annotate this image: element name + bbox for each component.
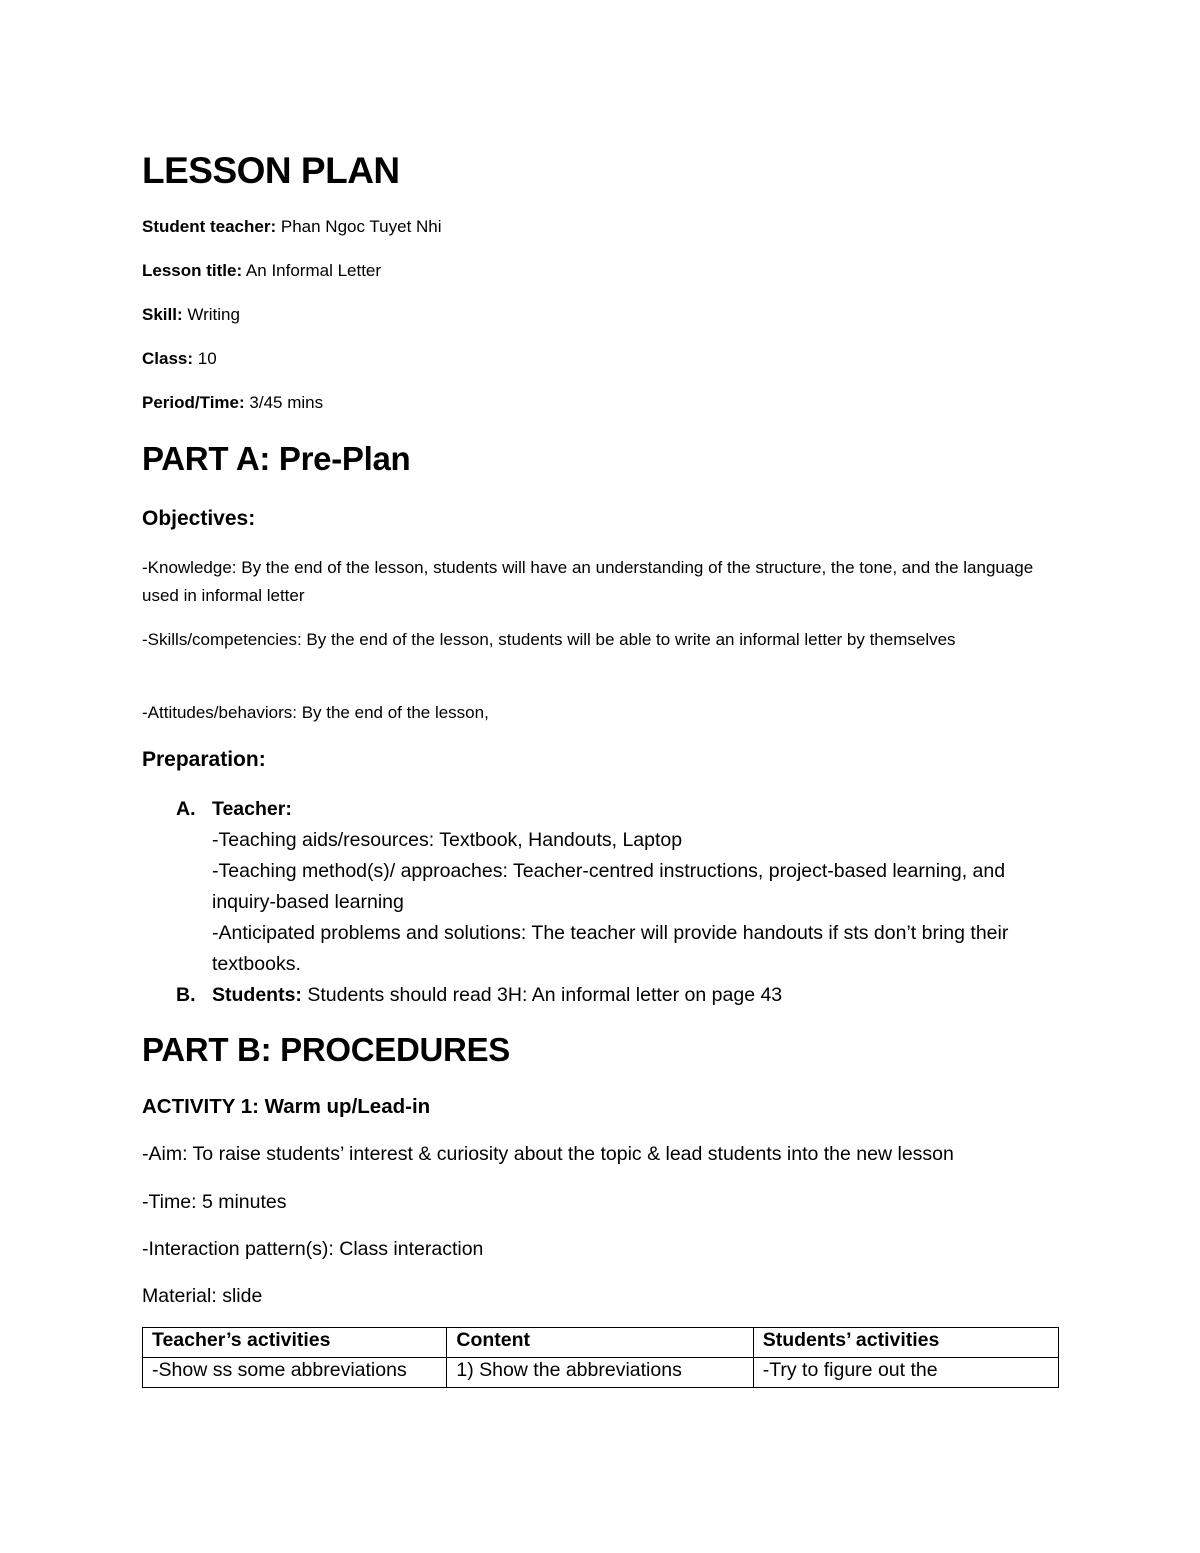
meta-label: Skill: xyxy=(142,305,183,324)
list-item-teacher xyxy=(176,794,1072,980)
teacher-label: Teacher: xyxy=(212,798,292,820)
students-label: Students: xyxy=(212,984,302,1006)
table-header-row xyxy=(143,1328,1059,1358)
meta-value: Phan Ngoc Tuyet Nhi xyxy=(280,217,442,236)
meta-skill xyxy=(142,305,240,325)
table-cell: -Try to figure out the xyxy=(753,1358,1058,1388)
meta-value: 3/45 mins xyxy=(249,393,324,412)
list-marker: A. xyxy=(176,798,196,820)
meta-student-teacher xyxy=(142,217,442,237)
activity-aim: -Aim: To raise students’ interest & curiosity about the topic & lead students into the new lesson xyxy=(142,1143,954,1165)
meta-label: Period/Time: xyxy=(142,393,245,412)
part-a-heading: PART A: Pre-Plan xyxy=(142,440,411,477)
objectives-heading: Objectives: xyxy=(142,507,256,530)
activity-interaction: -Interaction pattern(s): Class interaction xyxy=(142,1238,484,1260)
teacher-line-methods: -Teaching method(s)/ approaches: Teacher-centred instructions, project-based learning, and inquiry-based learning xyxy=(212,860,1006,913)
meta-label: Student teacher: xyxy=(142,217,277,236)
meta-value: Writing xyxy=(187,305,240,324)
preparation-list xyxy=(176,794,1072,1011)
preparation-heading: Preparation: xyxy=(142,748,266,771)
activity-table xyxy=(142,1327,1059,1388)
table-cell: -Show ss some abbreviations xyxy=(143,1358,447,1388)
objective-attitudes: -Attitudes/behaviors: By the end of the lesson, xyxy=(142,703,489,722)
objective-knowledge: -Knowledge: By the end of the lesson, students will have an understanding of the structure, the tone, and the language used in informal letter xyxy=(142,558,1034,605)
meta-class xyxy=(142,349,217,369)
meta-label: Lesson title: xyxy=(142,261,243,280)
table-row xyxy=(143,1358,1059,1388)
part-b-heading: PART B: PROCEDURES xyxy=(142,1031,511,1068)
objective-skills: -Skills/competencies: By the end of the lesson, students will be able to write an informal letter by themselves xyxy=(142,630,956,649)
table-header: Students’ activities xyxy=(753,1328,1058,1358)
meta-value: 10 xyxy=(197,349,217,368)
list-item-students xyxy=(176,980,1072,1011)
meta-lesson-title xyxy=(142,261,381,281)
table-header: Teacher’s activities xyxy=(143,1328,447,1358)
table-header: Content xyxy=(447,1328,753,1358)
students-text: Students should read 3H: An informal letter on page 43 xyxy=(301,984,783,1006)
meta-label: Class: xyxy=(142,349,194,368)
meta-period xyxy=(142,393,323,413)
page-title: LESSON PLAN xyxy=(142,150,400,191)
teacher-line-aids: -Teaching aids/resources: Textbook, Handouts, Laptop xyxy=(212,829,683,851)
teacher-line-problems: -Anticipated problems and solutions: The teacher will provide handouts if sts don’t bring their textbooks. xyxy=(212,922,1009,975)
meta-value: An Informal Letter xyxy=(245,261,382,280)
activity-time: -Time: 5 minutes xyxy=(142,1191,287,1213)
list-marker: B. xyxy=(176,984,196,1006)
activity-material: Material: slide xyxy=(142,1285,263,1307)
activity-heading: ACTIVITY 1: Warm up/Lead-in xyxy=(142,1095,431,1118)
table-cell: 1) Show the abbreviations xyxy=(447,1358,753,1388)
